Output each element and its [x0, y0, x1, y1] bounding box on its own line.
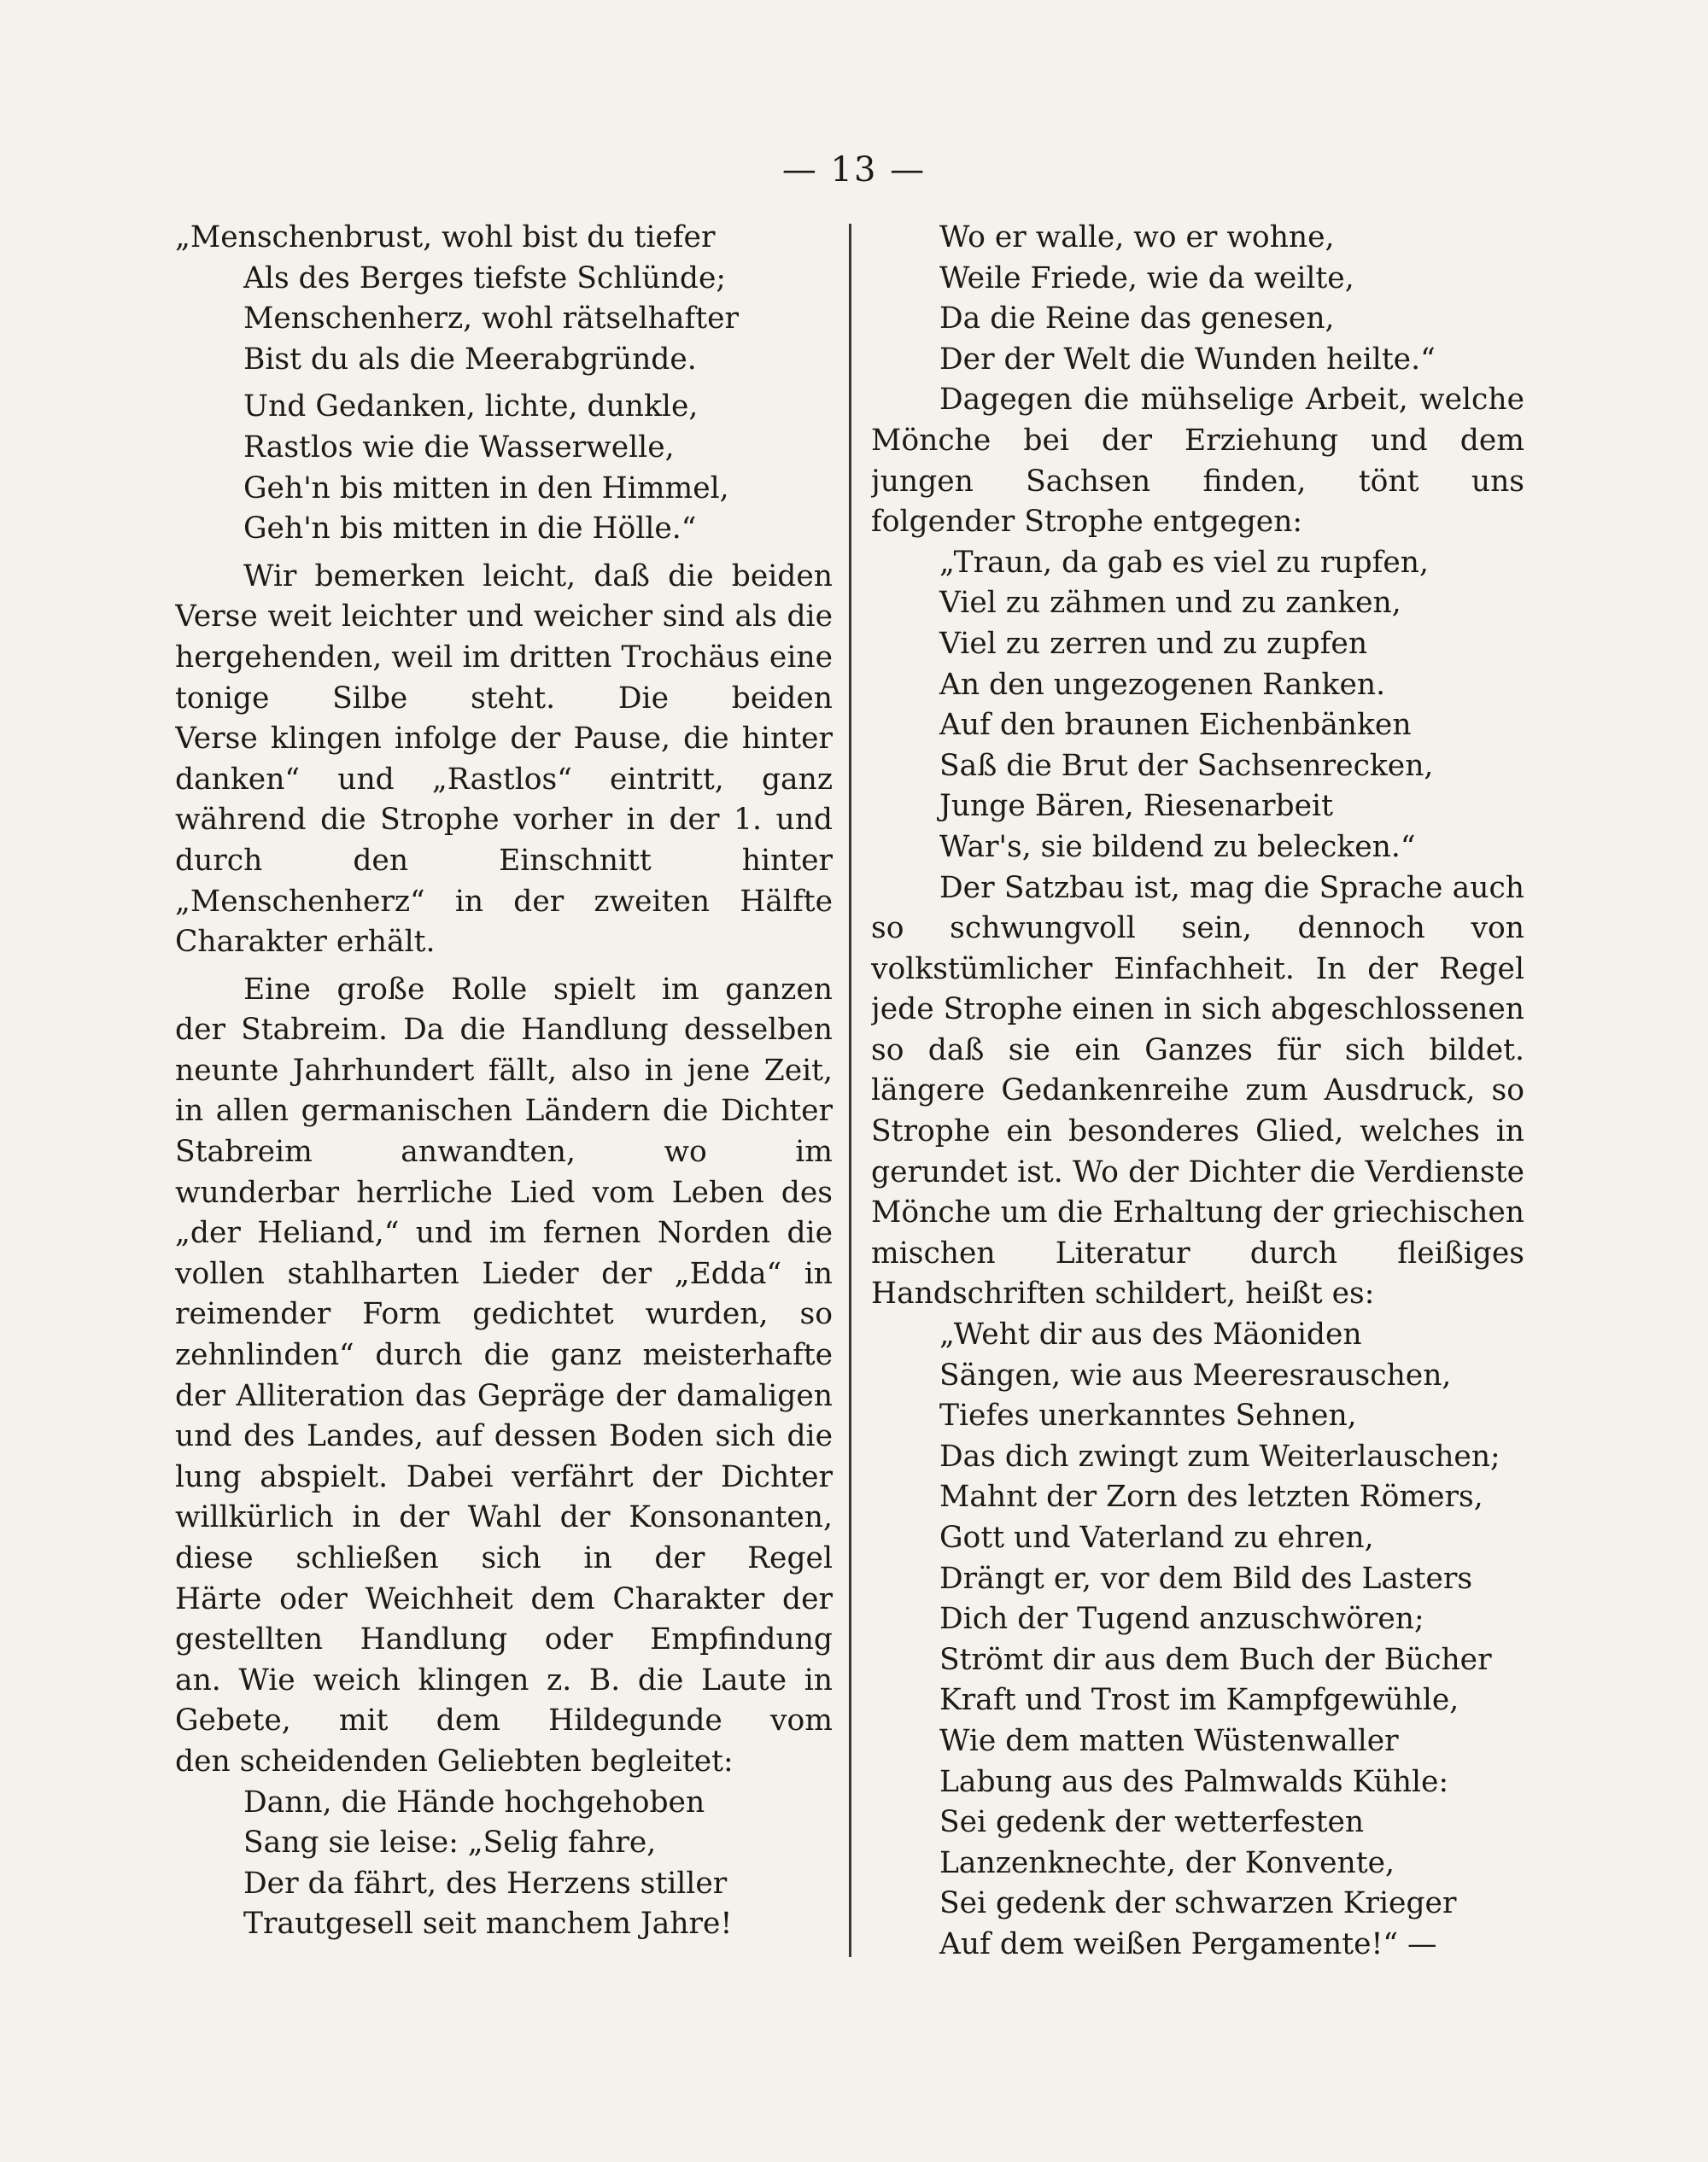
text-line: Handschriften schildert, heißt es:: [871, 1277, 1375, 1312]
verse-line: Wo er walle, wo er wohne,: [939, 220, 1335, 254]
paragraph: [871, 868, 1524, 1316]
paragraph: [871, 380, 1524, 542]
verse-line: Der da fährt, des Herzens stiller: [243, 1866, 728, 1901]
verse-line: Auf dem weißen Pergamente!“ —: [939, 1926, 1437, 1961]
verse-line: Und Gedanken, lichte, dunkle,: [243, 389, 699, 424]
text-line: diese schließen sich in der Regel: [175, 1541, 833, 1575]
text-line: hergehenden, weil im dritten Trochäus eine: [175, 640, 833, 675]
text-line: Eine große Rolle spielt im ganzen: [243, 972, 833, 1007]
text-line: zehnlinden“ durch die ganz meisterhafte: [175, 1338, 833, 1373]
right-column: [871, 218, 1524, 1966]
text-line: folgender Strophe entgegen:: [871, 505, 1303, 540]
verse-line: Trautgesell seit manchem Jahre!: [243, 1907, 733, 1942]
text-line: in allen germanischen Ländern die Dichter: [175, 1094, 833, 1129]
text-line: reimender Form gedichtet wurden, so: [175, 1297, 833, 1332]
text-line: der Stabreim. Da die Handlung desselben: [175, 1013, 833, 1048]
poem-stanza: [871, 218, 1524, 380]
verse-line: Bist du als die Meerabgründe.: [243, 342, 697, 377]
verse-line: War's, sie bildend zu belecken.“: [939, 829, 1416, 864]
verse-line: Viel zu zerren und zu zupfen: [939, 626, 1368, 661]
poem-stanza: [871, 543, 1524, 705]
text-line: Der Satzbau ist, mag die Sprache auch: [939, 870, 1524, 905]
verse-line: Als des Berges tiefste Schlünde;: [243, 260, 727, 295]
text-line: so daß sie ein Ganzes für sich bildet.: [871, 1032, 1524, 1067]
verse-line: Mahnt der Zorn des letzten Römers,: [939, 1480, 1483, 1515]
text-line: Mönche bei der Erziehung und dem: [871, 423, 1524, 458]
verse-line: „Menschenbrust, wohl bist du tiefer: [175, 220, 716, 254]
text-line: „Menschenherz“ in der zweiten Hälfte: [175, 884, 833, 919]
verse-line: Rastlos wie die Wasserwelle,: [243, 429, 675, 465]
text-line: „der Heliand,“ und im fernen Norden die: [175, 1216, 833, 1251]
poem-stanza: [871, 705, 1524, 868]
verse-line: Menschenherz, wohl rätselhafter: [243, 301, 740, 336]
text-line: den scheidenden Geliebten begleitet:: [175, 1744, 734, 1779]
text-line: danken“ und „Rastlos“ eintritt, ganz: [175, 762, 833, 797]
verse-line: Junge Bären, Riesenarbeit: [939, 789, 1333, 824]
text-line: willkürlich in der Wahl der Konsonanten,: [175, 1500, 833, 1535]
text-line: Verse weit leichter und weicher sind als die: [175, 599, 833, 634]
text-line: an. Wie weich klingen z. B. die Laute in: [175, 1662, 833, 1697]
poem-stanza: [175, 387, 833, 549]
verse-line: Sang sie leise: „Selig fahre,: [243, 1826, 657, 1861]
verse-line: Sei gedenk der schwarzen Krieger: [939, 1886, 1457, 1921]
verse-line: Geh'n bis mitten in die Hölle.“: [243, 511, 697, 546]
text-line: volkstümlicher Einfachheit. In der Regel: [871, 951, 1524, 986]
verse-line: An den ungezogenen Ranken.: [939, 667, 1386, 702]
text-line: Dagegen die mühselige Arbeit, welche: [939, 383, 1524, 418]
column-divider: [849, 224, 851, 1957]
verse-line: „Weht dir aus des Mäoniden: [939, 1318, 1362, 1353]
text-line: Verse klingen infolge der Pause, die hinter: [175, 722, 833, 757]
verse-line: Auf den braunen Eichenbänken: [939, 708, 1412, 743]
text-line: längere Gedankenreihe zum Ausdruck, so: [871, 1073, 1524, 1108]
text-line: vollen stahlharten Lieder der „Edda“ in: [175, 1256, 833, 1291]
text-line: neunte Jahrhundert fällt, also in jene Zeit,: [175, 1053, 833, 1088]
verse-line: Drängt er, vor dem Bild des Lasters: [939, 1561, 1473, 1596]
text-line: durch den Einschnitt hinter: [175, 843, 833, 878]
text-line: jungen Sachsen finden, tönt uns: [871, 464, 1524, 499]
verse-line: Da die Reine das genesen,: [939, 301, 1335, 336]
text-line: tonige Silbe steht. Die beiden: [175, 681, 833, 716]
verse-line: Dann, die Hände hochgehoben: [243, 1785, 705, 1820]
verse-line: Gott und Vaterland zu ehren,: [939, 1521, 1374, 1555]
text-line: Gebete, mit dem Hildegunde vom: [175, 1703, 833, 1738]
text-line: Härte oder Weichheit dem Charakter der: [175, 1581, 833, 1616]
text-line: während die Strophe vorher in der 1. und: [175, 803, 833, 838]
verse-line: Dich der Tugend anzuschwören;: [939, 1602, 1424, 1637]
paragraph: [175, 557, 833, 963]
text-line: wunderbar herrliche Lied vom Leben des: [175, 1175, 833, 1210]
text-line: gerundet ist. Wo der Dichter die Verdienste: [871, 1154, 1524, 1189]
text-line: mischen Literatur durch fleißiges: [871, 1236, 1524, 1271]
text-line: gestellten Handlung oder Empfindung: [175, 1622, 833, 1657]
poem-stanza: [175, 218, 833, 380]
verse-line: Weile Friede, wie da weilte,: [939, 260, 1354, 295]
verse-line: Saß die Brut der Sachsenrecken,: [939, 748, 1434, 783]
left-column: [175, 218, 833, 1945]
text-line: lung abspielt. Dabei verfährt der Dichter: [175, 1459, 833, 1494]
text-line: so schwungvoll sein, dennoch von: [871, 911, 1524, 946]
text-line: Wir bemerken leicht, daß die beiden: [243, 558, 833, 593]
poem-stanza: [871, 1315, 1524, 1966]
verse-line: Labung aus des Palmwalds Kühle:: [939, 1764, 1449, 1799]
text-line: und des Landes, auf dessen Boden sich die: [175, 1419, 833, 1454]
verse-line: Das dich zwingt zum Weiterlauschen;: [939, 1439, 1500, 1474]
text-line: der Alliteration das Gepräge der damaligen: [175, 1378, 833, 1413]
verse-line: Tiefes unerkanntes Sehnen,: [939, 1399, 1357, 1434]
verse-line: Lanzenknechte, der Konvente,: [939, 1845, 1395, 1880]
verse-line: Der der Welt die Wunden heilte.“: [939, 342, 1436, 377]
verse-line: Sei gedenk der wetterfesten: [939, 1805, 1365, 1840]
text-line: Strophe ein besonderes Glied, welches in: [871, 1114, 1524, 1149]
page-number: — 13 —: [781, 150, 927, 190]
verse-line: Strömt dir aus dem Buch der Bücher: [939, 1642, 1492, 1677]
verse-line: Kraft und Trost im Kampfgewühle,: [939, 1683, 1459, 1718]
text-line: Stabreim anwandten, wo im: [175, 1135, 833, 1170]
poem-stanza: [175, 1783, 833, 1945]
verse-line: Geh'n bis mitten in den Himmel,: [243, 470, 729, 505]
text-line: Mönche um die Erhaltung der griechischen: [871, 1195, 1524, 1230]
text-line: jede Strophe einen in sich abgeschlossenen: [871, 992, 1524, 1027]
text-line: Charakter erhält.: [175, 925, 436, 960]
verse-line: Viel zu zähmen und zu zanken,: [939, 586, 1401, 621]
verse-line: Sängen, wie aus Meeresrauschen,: [939, 1358, 1452, 1393]
verse-line: „Traun, da gab es viel zu rupfen,: [939, 545, 1429, 580]
verse-line: Wie dem matten Wüstenwaller: [939, 1723, 1399, 1758]
paragraph: [175, 970, 833, 1783]
